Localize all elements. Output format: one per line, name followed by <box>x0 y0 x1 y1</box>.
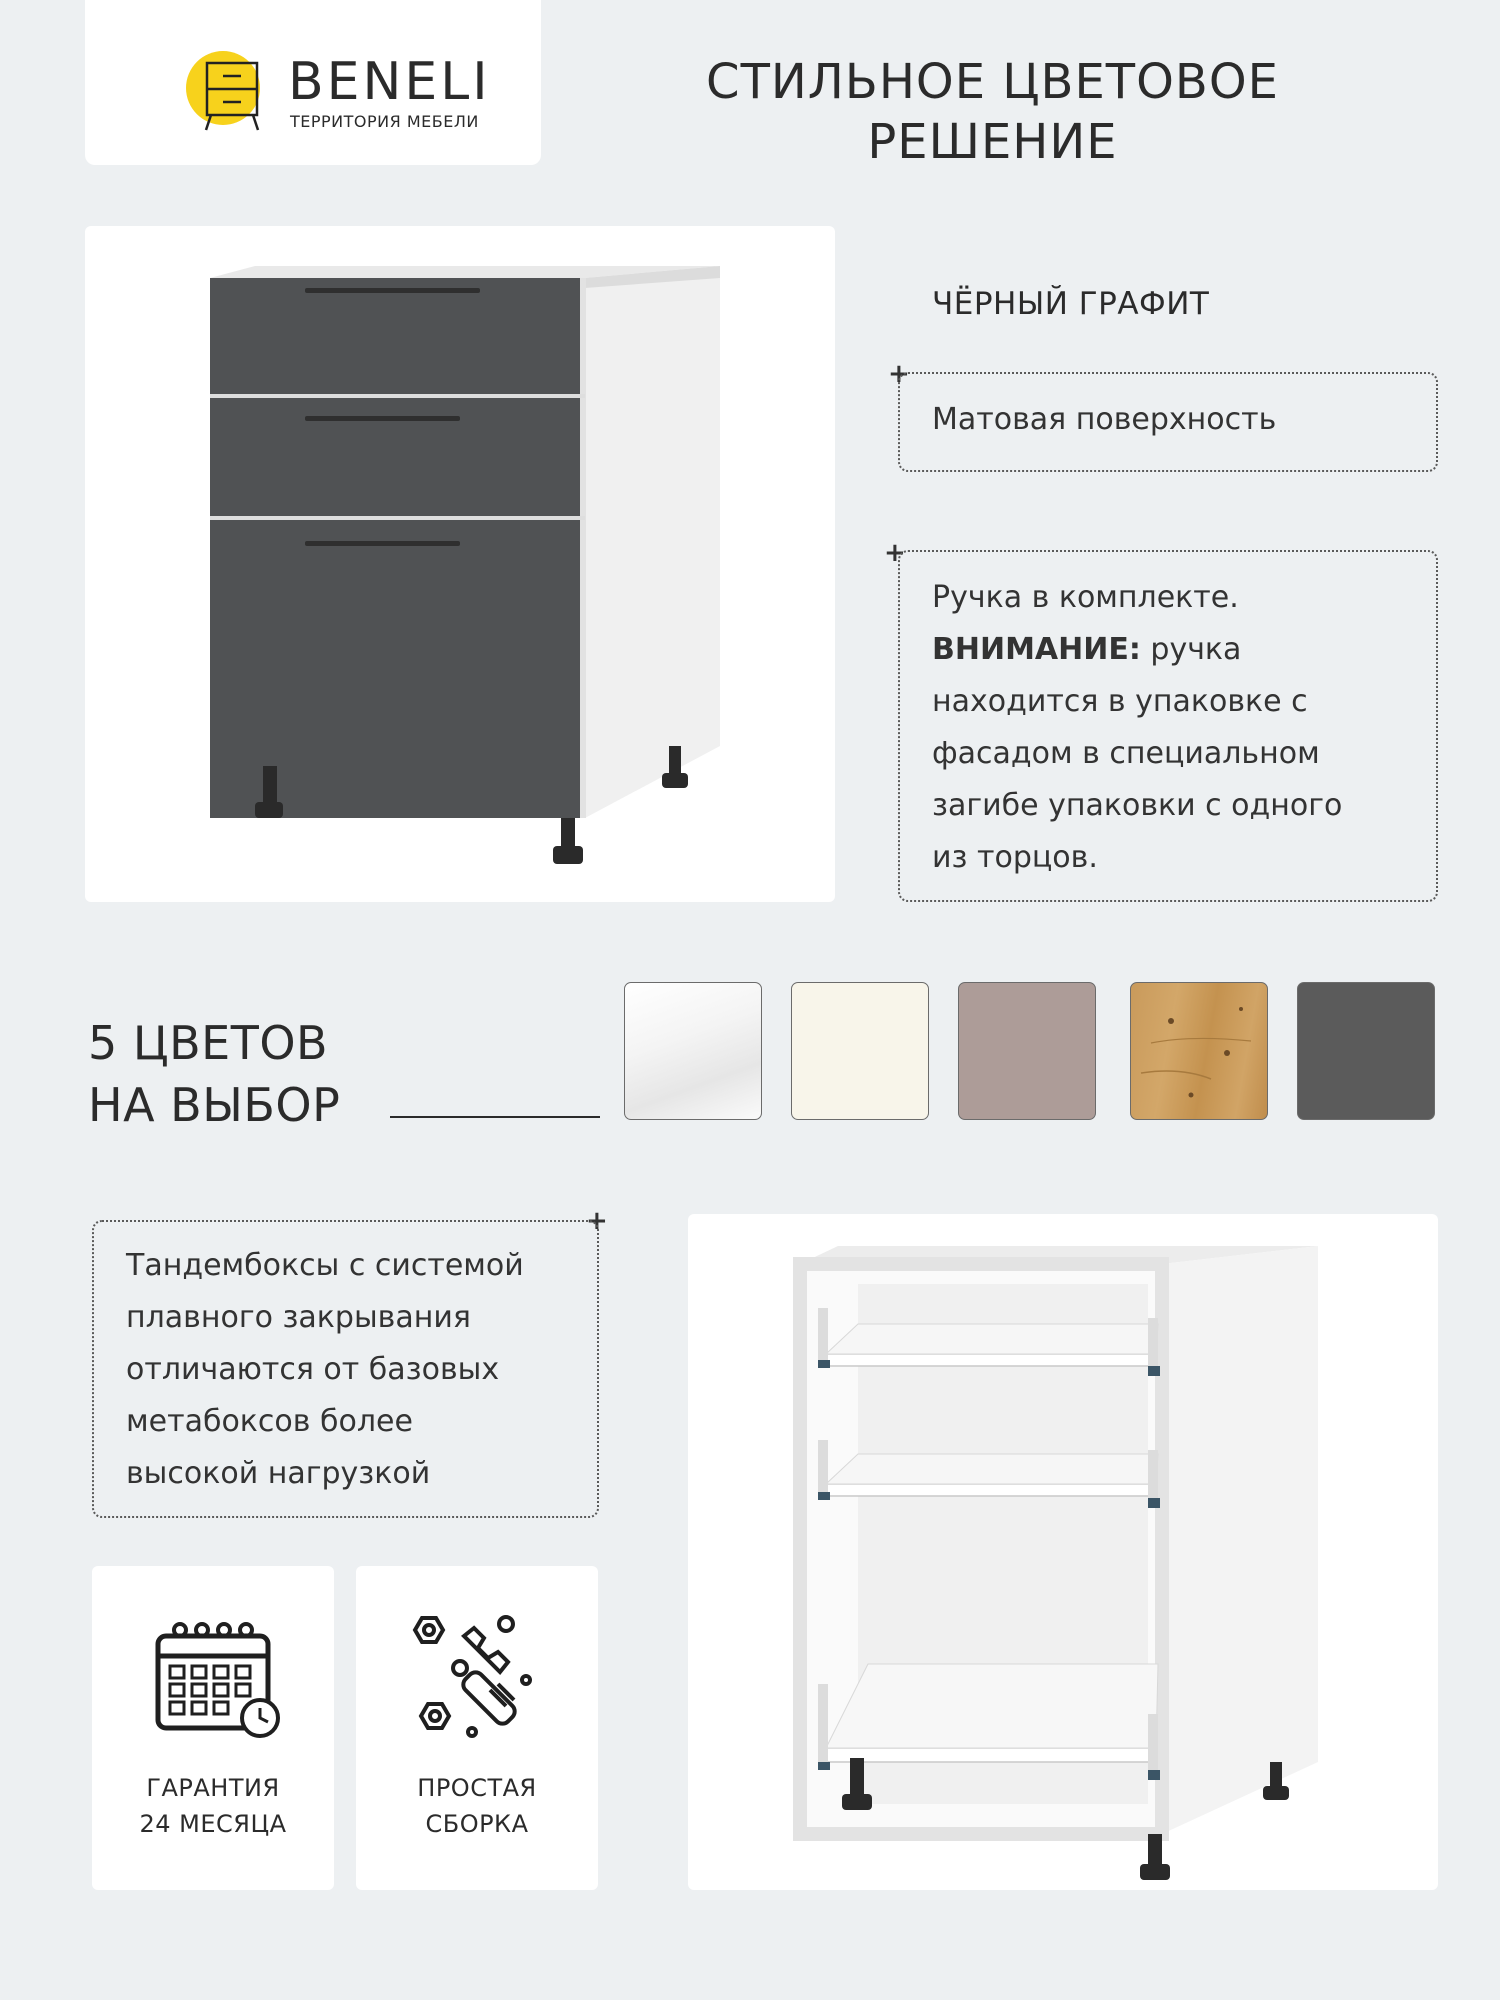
tandem-line-1: Тандембоксы с системой <box>126 1248 524 1283</box>
handle-line-2-text: ручка <box>1150 632 1242 667</box>
wrench-tools-icon <box>406 1608 546 1748</box>
handle-line-1: Ручка в комплекте. <box>932 580 1239 615</box>
feature-card-assembly <box>356 1566 598 1890</box>
swatch-oak[interactable] <box>1130 982 1268 1120</box>
page-title-line1: СТИЛЬНОЕ ЦВЕТОВОЕ <box>706 54 1279 110</box>
open-cabinet-card <box>688 1214 1438 1890</box>
page-title-line2: РЕШЕНИЕ <box>867 114 1118 170</box>
handle-info-text <box>932 572 1432 884</box>
calendar-clock-icon <box>152 1618 282 1742</box>
tandem-text <box>126 1240 596 1500</box>
swatch-graphite[interactable] <box>1297 982 1435 1120</box>
tandem-line-5: высокой нагрузкой <box>126 1456 431 1491</box>
page-title <box>600 52 1385 172</box>
cabinet-open-image <box>688 1214 1438 1890</box>
tandem-line-2: плавного закрывания <box>126 1300 471 1335</box>
handle-line-4: фасадом в специальном <box>932 736 1320 771</box>
plus-icon: + <box>888 359 910 389</box>
tandem-box <box>92 1220 599 1518</box>
feature-assembly-line2: СБОРКА <box>425 1810 529 1838</box>
colors-title-line1: 5 ЦВЕТОВ <box>88 1016 329 1070</box>
colors-title-underline <box>390 1116 600 1118</box>
feature-assembly-label <box>356 1770 598 1842</box>
tandem-line-4: метабоксов более <box>126 1404 413 1439</box>
colors-title-line2: НА ВЫБОР <box>88 1078 341 1132</box>
feature-warranty-label <box>92 1770 334 1842</box>
color-name: ЧЁРНЫЙ ГРАФИТ <box>932 286 1210 322</box>
plus-icon: + <box>586 1206 608 1236</box>
feature-assembly-line1: ПРОСТАЯ <box>417 1774 537 1802</box>
handle-line-2 <box>932 624 1432 676</box>
cabinet-closed-image <box>85 226 835 902</box>
swatch-white-gloss[interactable] <box>624 982 762 1120</box>
swatch-cappuccino[interactable] <box>958 982 1096 1120</box>
attention-label: ВНИМАНИЕ: <box>932 632 1141 667</box>
beneli-logo-icon <box>185 50 273 132</box>
feature-warranty-line2: 24 МЕСЯЦА <box>139 1810 287 1838</box>
brand-tagline: ТЕРРИТОРИЯ МЕБЕЛИ <box>290 112 479 131</box>
feature-warranty-line1: ГАРАНТИЯ <box>146 1774 280 1802</box>
tandem-line-3: отличаются от базовых <box>126 1352 500 1387</box>
logo-card <box>85 0 541 165</box>
colors-title <box>88 1012 340 1136</box>
brand-name: BENELI <box>288 52 491 112</box>
plus-icon: + <box>884 538 906 568</box>
feature-card-warranty <box>92 1566 334 1890</box>
handle-info-box <box>898 550 1438 902</box>
handle-line-5: загибе упаковки с одного <box>932 788 1343 823</box>
oak-texture <box>1131 983 1268 1120</box>
handle-line-3: находится в упаковке с <box>932 684 1308 719</box>
surface-text: Матовая поверхность <box>932 402 1277 437</box>
product-image-card <box>85 226 835 902</box>
surface-box <box>898 372 1438 472</box>
handle-line-6: из торцов. <box>932 840 1098 875</box>
swatch-cream[interactable] <box>791 982 929 1120</box>
